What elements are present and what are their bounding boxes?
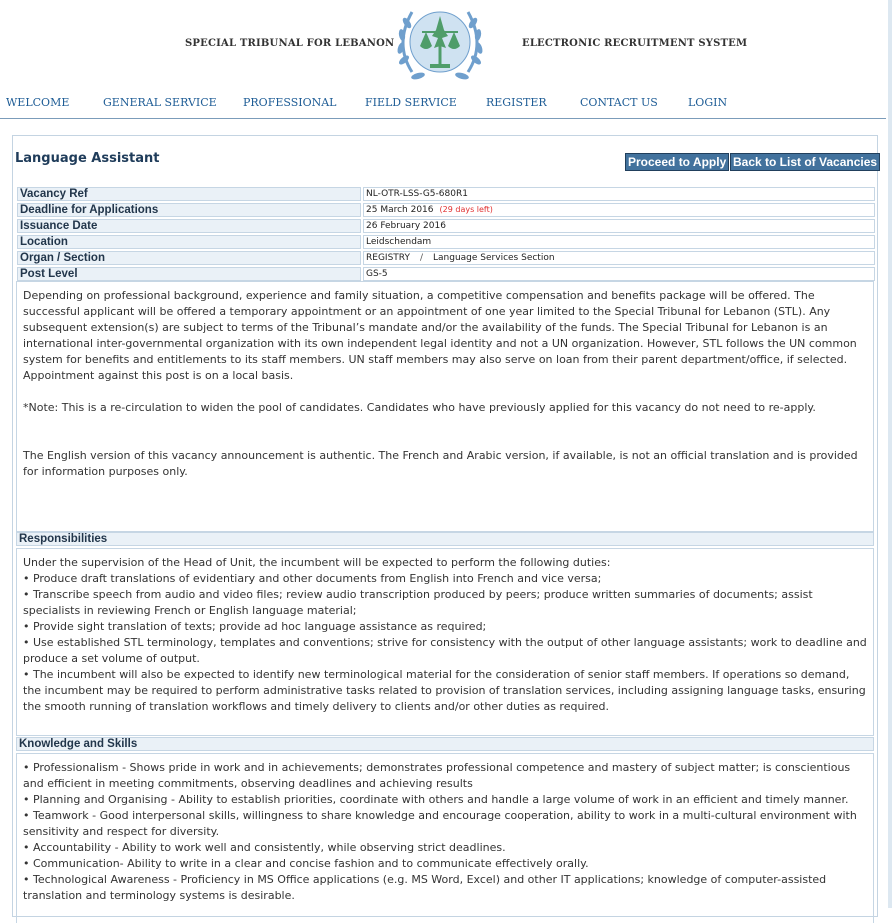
list-item: • Use established STL terminology, templates and conventions; strive for consistency with the output of other language assistants; work to deadline and produce a set volume of output. — [23, 636, 867, 665]
deadline-label: Deadline for Applications — [17, 203, 361, 217]
responsibilities-text — [16, 548, 874, 736]
issuance-value: 26 February 2016 — [363, 219, 875, 233]
issuance-label: Issuance Date — [17, 219, 361, 233]
organ-cell — [363, 251, 875, 265]
organ-value: REGISTRY — [366, 253, 410, 263]
deadline-cell — [363, 203, 875, 217]
list-item: • Provide sight translation of texts; provide ad hoc language assistance as required; — [23, 620, 487, 633]
organ-separator: / — [419, 253, 424, 263]
nav-general-service[interactable]: GENERAL SERVICE — [103, 96, 217, 109]
list-item: • Technological Awareness - Proficiency in MS Office applications (e.g. MS Word, Excel) and other IT applications; knowledge of computer-assisted translation and terminology systems is desirable. — [23, 873, 827, 902]
nav-field-service[interactable]: FIELD SERVICE — [365, 96, 457, 109]
proceed-to-apply-button[interactable]: Proceed to Apply — [625, 153, 729, 171]
vacancy-info-table — [15, 185, 877, 283]
responsibilities-heading: Responsibilities — [16, 532, 874, 546]
intro-note: *Note: This is a re-circulation to widen the pool of candidates. Candidates who have previously applied for this vacancy do not need to re-apply. — [23, 401, 816, 414]
top-nav — [0, 94, 886, 119]
location-value: Leidschendam — [363, 235, 875, 249]
intro-disclaimer: The English version of this vacancy announcement is authentic. The French and Arabic version, if available, is not an official translation and is provided for information purposes only. — [23, 449, 858, 478]
stl-emblem-icon — [390, 2, 490, 86]
site-header — [0, 0, 886, 88]
table-row — [17, 219, 875, 233]
level-label: Post Level — [17, 267, 361, 281]
table-row — [17, 267, 875, 281]
deadline-value: 25 March 2016 — [366, 205, 434, 215]
window-edge — [888, 0, 892, 908]
nav-welcome[interactable]: WELCOME — [6, 96, 70, 109]
nav-register[interactable]: REGISTER — [486, 96, 547, 109]
ref-label: Vacancy Ref — [17, 187, 361, 201]
table-row — [17, 251, 875, 265]
level-value: GS-5 — [363, 267, 875, 281]
ref-value: NL-OTR-LSS-G5-680R1 — [363, 187, 875, 201]
list-item: • Accountability - Ability to work well and consistently, while observing strict deadlines. — [23, 841, 506, 854]
table-row — [17, 235, 875, 249]
list-item: • Planning and Organising - Ability to establish priorities, coordinate with others and handle a large volume of work in an efficient and timely manner. — [23, 793, 849, 806]
nav-login[interactable]: LOGIN — [688, 96, 728, 109]
table-row — [17, 203, 875, 217]
list-item: • Professionalism - Shows pride in work and in achievements; demonstrates professional competence and mastery of subject matter; is conscientious and efficient in meeting commitments, observing deadlines and achieving results — [23, 761, 851, 790]
system-name: ELECTRONIC RECRUITMENT SYSTEM — [522, 38, 748, 49]
vacancy-title: Language Assistant — [15, 151, 160, 166]
vacancy-panel — [12, 135, 878, 917]
table-row — [17, 187, 875, 201]
organ-label: Organ / Section — [17, 251, 361, 265]
nav-contact-us[interactable]: CONTACT US — [580, 96, 658, 109]
section-value: Language Services Section — [433, 253, 555, 263]
intro-paragraph: Depending on professional background, experience and family situation, a competitive compensation and benefits package will be offered. The successful applicant will be offered a temporary appointment or an appointment of one year limited to the Special Tribunal for Lebanon (STL). Any subsequent extension(s) are subject to terms of the Tribunal’s mandate and/or the availability of the funds. The Special Tribunal for Lebanon is an international inter-governmental organization with its own independent legal identity and not a UN organization. However, STL follows the UN common system for benefits and entitlements to its staff members. UN staff members may also serve on loan from their parent department/office, if selected. Appointment against this post is on a local basis. — [23, 289, 857, 382]
list-item: Under the supervision of the Head of Unit, the incumbent will be expected to perform the following duties: — [23, 556, 611, 569]
knowledge-text — [16, 753, 874, 923]
org-name: SPECIAL TRIBUNAL FOR LEBANON — [185, 38, 395, 49]
nav-professional[interactable]: PROFESSIONAL — [243, 96, 337, 109]
days-left: (29 days left) — [439, 205, 493, 214]
list-item: • Teamwork - Good interpersonal skills, willingness to share knowledge and encourage cooperation, ability to work in a multi-cultural environment with sensitivity and respect for diversity. — [23, 809, 857, 838]
back-to-list-button[interactable]: Back to List of Vacancies — [730, 153, 880, 171]
location-label: Location — [17, 235, 361, 249]
list-item: • Transcribe speech from audio and video files; review audio transcription produced by peers; produce written summaries of documents; assist specialists in reviewing French or English language material; — [23, 588, 813, 617]
knowledge-heading: Knowledge and Skills — [16, 737, 874, 751]
intro-text — [16, 281, 874, 532]
list-item: • Produce draft translations of evidentiary and other documents from English into French and vice versa; — [23, 572, 602, 585]
list-item: • The incumbent will also be expected to identify new terminological material for the consideration of senior staff members. If operations so demand, the incumbent may be required to perform administrative tasks related to provision of translation services, including assigning language tasks, ensuring the smooth running of translation workflows and timely delivery to clients and/or other duties as required. — [23, 668, 866, 713]
list-item: • Communication- Ability to write in a clear and concise fashion and to communicate effectively orally. — [23, 857, 589, 870]
